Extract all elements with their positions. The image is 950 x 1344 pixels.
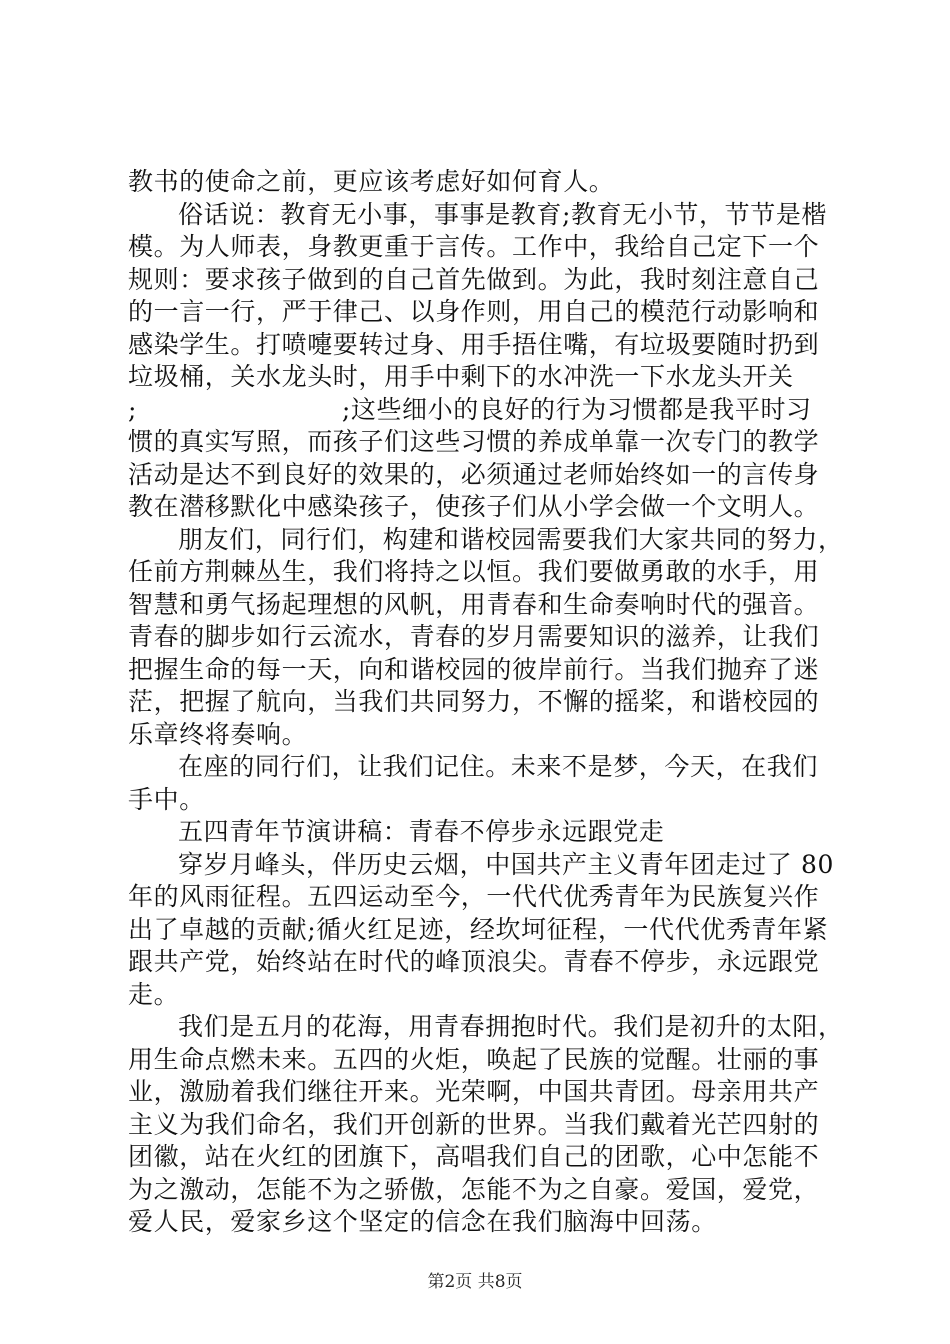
text-line: 任前方荆棘丛生，我们将持之以恒。我们要做勇敢的水手，用 [128,557,820,586]
text-line: 走。 [128,979,180,1009]
text-line: 用生命点燃未来。五四的火炬，唤起了民族的觉醒。壮丽的事 [128,1044,820,1074]
text-line: 茫，把握了航向，当我们共同努力，不懈的摇桨，和谐校园的 [128,687,820,716]
text-line: 在座的同行们，让我们记住。未来不是梦，今天，在我们 [178,752,819,781]
text-line: 爱人民，爱家乡这个坚定的信念在我们脑海中回荡。 [128,1207,717,1236]
text-line: 主义为我们命名，我们开创新的世界。当我们戴着光芒四射的 [128,1109,820,1139]
text-line: 垃圾桶，关水龙头时，用手中剩下的水冲洗一下水龙头开关 [128,362,794,391]
text-line: 模。为人师表，身教更重于言传。工作中，我给自己定下一个 [128,232,820,261]
text-line: ; ;这些细小的良好的行为习惯都是我平时习 [128,394,812,424]
text-line: 业，激励着我们继往开来。光荣啊，中国共青团。母亲用共产 [128,1077,820,1106]
text-line: 活动是达不到良好的效果的，必须通过老师始终如一的言传身 [128,459,820,489]
document-body [128,166,844,1239]
text-line: 朋友们，同行们，构建和谐校园需要我们大家共同的努力， [178,524,844,554]
text-line: 年的风雨征程。五四运动至今，一代代优秀青年为民族复兴作 [128,882,820,911]
text-line: 跟共产党，始终站在时代的峰顶浪尖。青春不停步，永远跟党 [128,947,820,976]
text-line: 出了卓越的贡献;循火红足迹，经坎坷征程，一代代优秀青年紧 [128,914,829,944]
text-line: 规则：要求孩子做到的自己首先做到。为此，我时刻注意自己 [128,264,820,294]
text-line: 教书的使命之前，更应该考虑好如何育人。 [128,167,615,196]
text-line: 惯的真实写照，而孩子们这些习惯的养成单靠一次专门的教学 [128,427,820,456]
text-line: 手中。 [128,784,205,814]
text-line: 教在潜移默化中感染孩子，使孩子们从小学会做一个文明人。 [128,492,820,521]
text-line: 把握生命的每一天，向和谐校园的彼岸前行。当我们抛弃了迷 [128,654,820,684]
text-line: 的一言一行，严于律己、以身作则，用自己的模范行动影响和 [128,297,820,326]
text-line: 五四青年节演讲稿：青春不停步永远跟党走 [178,817,665,846]
text-line: 穿岁月峰头，伴历史云烟，中国共产主义青年团走过了 80 [178,849,834,879]
text-line: 俗话说：教育无小事，事事是教育;教育无小节，节节是楷 [178,199,828,229]
text-line: 我们是五月的花海，用青春拥抱时代。我们是初升的太阳， [178,1012,844,1041]
text-line: 感染学生。打喷嚏要转过身、用手捂住嘴，有垃圾要随时扔到 [128,329,820,359]
text-line: 智慧和勇气扬起理想的风帆，用青春和生命奏响时代的强音。 [128,589,820,619]
text-line: 团徽，站在火红的团旗下，高唱我们自己的团歌，心中怎能不 [128,1142,820,1171]
text-line: 乐章终将奏响。 [128,719,308,749]
text-line: 青春的脚步如行云流水，青春的岁月需要知识的滋养，让我们 [128,622,820,651]
page-number: 第2页 共8页 [427,1272,523,1292]
text-line: 为之激动，怎能不为之骄傲，怎能不为之自豪。爱国，爱党， [128,1174,820,1204]
